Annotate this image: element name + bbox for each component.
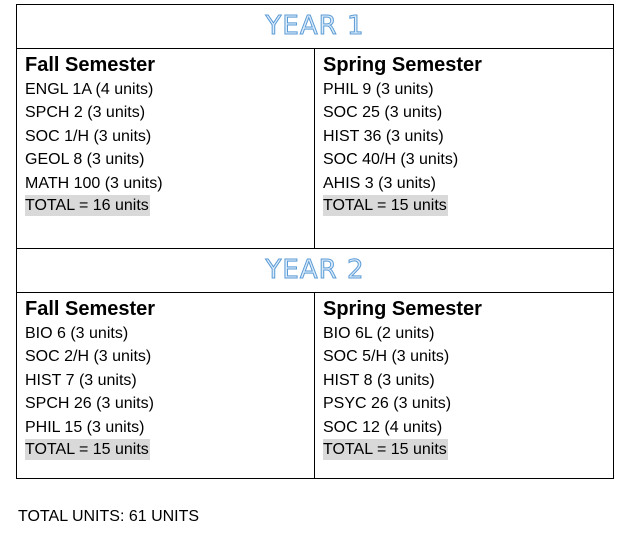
year-2-spring-heading: Spring Semester (323, 298, 482, 320)
year-1-header-cell (17, 5, 614, 49)
year-1-spring-cell (315, 49, 614, 249)
course-item: BIO 6 (3 units) (25, 325, 129, 342)
course-item: HIST 36 (3 units) (323, 127, 444, 145)
course-item: GEOL 8 (3 units) (25, 151, 145, 169)
year-2-header-cell (17, 249, 614, 293)
semester-total: TOTAL = 15 units (323, 197, 447, 215)
year-1-header-row (17, 5, 614, 49)
course-item: ENGL 1A (4 units) (25, 81, 154, 98)
course-item: HIST 7 (3 units) (25, 371, 137, 389)
year-1-semesters-row (17, 49, 614, 249)
course-item: SPCH 26 (3 units) (25, 395, 154, 413)
year-2-fall-heading: Fall Semester (25, 298, 156, 320)
year-2-header-row (17, 249, 614, 293)
course-item: PHIL 9 (3 units) (323, 81, 434, 98)
course-item: BIO 6L (2 units) (323, 325, 435, 342)
semester-total: TOTAL = 15 units (25, 441, 149, 459)
course-item: SOC 40/H (3 units) (323, 151, 459, 169)
semester-total: TOTAL = 16 units (25, 197, 149, 215)
year-2-semesters-row (17, 293, 614, 479)
year-2-spring-cell (315, 293, 614, 479)
course-item: SOC 1/H (3 units) (25, 127, 152, 145)
year-1-fall-heading: Fall Semester (25, 54, 156, 76)
course-item: SOC 2/H (3 units) (25, 348, 152, 366)
course-item: PSYC 26 (3 units) (323, 395, 452, 413)
year-1-spring-heading: Spring Semester (323, 54, 482, 76)
year-1-title: YEAR 1 (265, 11, 365, 41)
course-item: SOC 5/H (3 units) (323, 348, 450, 366)
course-item: PHIL 15 (3 units) (25, 418, 145, 436)
course-plan-table (16, 4, 614, 479)
course-item: SPCH 2 (3 units) (25, 104, 146, 122)
course-item: MATH 100 (3 units) (25, 174, 163, 192)
grand-total-units: TOTAL UNITS: 61 UNITS (18, 508, 200, 525)
course-item: AHIS 3 (3 units) (323, 174, 436, 192)
semester-total: TOTAL = 15 units (323, 441, 447, 459)
course-item: HIST 8 (3 units) (323, 371, 435, 389)
year-2-fall-cell (17, 293, 315, 479)
course-item: SOC 25 (3 units) (323, 104, 443, 122)
course-item: SOC 12 (4 units) (323, 418, 443, 436)
year-2-title: YEAR 2 (265, 255, 365, 285)
year-1-fall-cell (17, 49, 315, 249)
